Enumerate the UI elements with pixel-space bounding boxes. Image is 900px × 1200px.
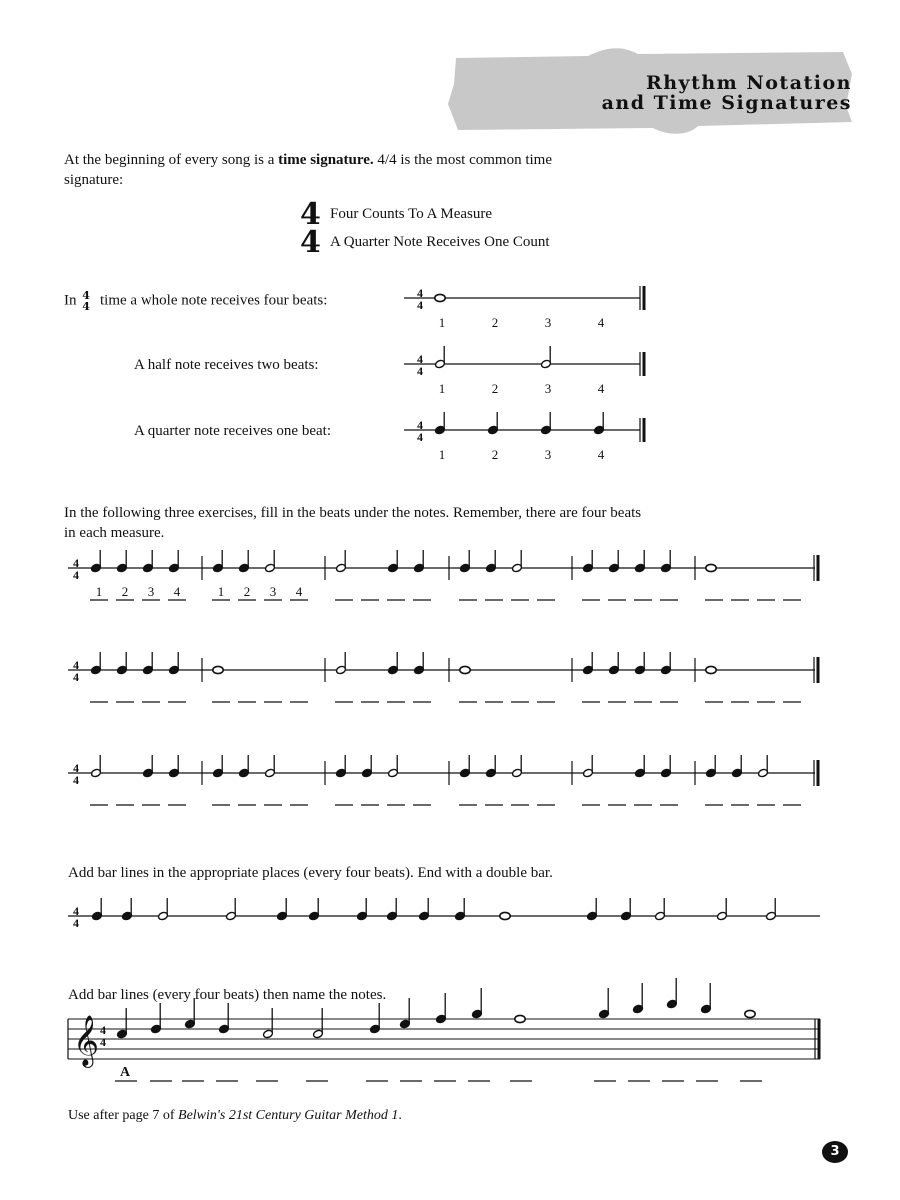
demo-line-3-beat-count: 2 (491, 447, 499, 462)
exercise1-filled-count: 3 (269, 584, 277, 599)
demo-line-3-beat-count: 1 (438, 447, 446, 462)
page-number-badge: 3 (822, 1141, 848, 1163)
demo-line-1-time-signature-bottom: 4 (417, 298, 423, 312)
demo-line-3-beat-count: 4 (597, 447, 605, 462)
demo-line-1-beat-count: 3 (544, 315, 552, 330)
exercise3-first-answer: A (119, 1065, 131, 1080)
demo-line-3-time-signature-bottom: 4 (417, 430, 423, 444)
exercise2-line-time-signature-bottom: 4 (73, 916, 79, 930)
treble-clef-icon: 𝄞 (72, 1015, 100, 1066)
time-signature-bottom-number: 4 (300, 225, 321, 260)
demo-line-2-time-signature-top: 4 (417, 352, 423, 366)
exercise1-filled-count: 2 (121, 584, 129, 599)
inline-ts-top: 4 (82, 289, 90, 302)
demo-line-2-beat-count: 2 (491, 381, 499, 396)
half-note-label: A half note receives two beats: (134, 357, 319, 373)
exercise1-filled-count: 1 (95, 584, 103, 599)
exercise1-filled-count: 3 (147, 584, 155, 599)
demo-line-2-beat-count: 3 (544, 381, 552, 396)
exercise3-staff-note-11-whole (515, 1015, 525, 1022)
demo-line-3-beat-count: 3 (544, 447, 552, 462)
inline-ts-bottom: 4 (82, 300, 90, 313)
demo-line-2-beat-count: 1 (438, 381, 446, 396)
exercise1-filled-count: 4 (295, 584, 303, 599)
demo-line-1-beat-count: 4 (597, 315, 605, 330)
page-title-line1: Rhythm Notation (645, 72, 852, 94)
exercise1-line-2-m4-note-1-whole (460, 666, 470, 673)
exercise1-filled-count: 4 (173, 584, 181, 599)
exercise1-line-1-m6-note-1-whole (706, 564, 716, 571)
whole-note-label-suffix: time a whole note receives four beats: (100, 292, 328, 309)
exercise1-line-2-time-signature-top: 4 (73, 658, 79, 672)
demo-line-2-beat-count: 4 (597, 381, 605, 396)
exercise1-line-1-time-signature-bottom: 4 (73, 568, 79, 582)
exercise1-line-2-time-signature-bottom: 4 (73, 670, 79, 684)
demo-line-1-beat-count: 1 (438, 315, 446, 330)
demo-line-1-note-1-whole (435, 294, 445, 301)
exercise1-filled-count: 2 (243, 584, 251, 599)
demo-line-2-time-signature-bottom: 4 (417, 364, 423, 378)
exercise3-staff-time-signature-bottom: 4 (100, 1035, 106, 1049)
exercise1-line-2-m6-note-1-whole (706, 666, 716, 673)
demo-line-1-beat-count: 2 (491, 315, 499, 330)
page-title-line2: and Time Signatures (601, 92, 852, 114)
exercise1-line-3-time-signature-bottom: 4 (73, 773, 79, 787)
footer-book-title: Belwin's 21st Century Guitar Method 1 (178, 1108, 399, 1123)
exercise2-instruction: Add bar lines in the appropriate places (every four beats). End with a double bar. (68, 865, 553, 881)
intro-bold-term: time signature. (278, 152, 374, 168)
footer-suffix: . (398, 1108, 402, 1123)
exercise1-filled-count: 1 (217, 584, 225, 599)
exercise1-line-3-time-signature-top: 4 (73, 761, 79, 775)
exercise3-staff-note-16-whole (745, 1010, 755, 1017)
quarter-note-label: A quarter note receives one beat: (134, 423, 331, 439)
intro-text-part2: 4/4 is the most common time signature: (64, 152, 552, 188)
exercise1-instruction: In the following three exercises, fill in the beats under the notes. Remember, there are four beats in each measure. (64, 505, 642, 541)
time-signature-top-number: 4 (300, 197, 321, 232)
demo-line-3-time-signature-top: 4 (417, 418, 423, 432)
exercise3-staff-time-signature-top: 4 (100, 1023, 106, 1037)
bottom-number-meaning: A Quarter Note Receives One Count (330, 234, 550, 250)
footer-prefix: Use after page 7 of (68, 1108, 179, 1123)
demo-line-1-time-signature-top: 4 (417, 286, 423, 300)
exercise1-line-2-m2-note-1-whole (213, 666, 223, 673)
exercise1-line-1-time-signature-top: 4 (73, 556, 79, 570)
exercise2-line-note-11-whole (500, 912, 510, 919)
top-number-meaning: Four Counts To A Measure (330, 206, 493, 222)
whole-note-label-prefix: In (64, 292, 77, 309)
exercise3-instruction: Add bar lines (every four beats) then name the notes. (68, 987, 387, 1003)
exercise2-line-time-signature-top: 4 (73, 904, 79, 918)
footer-note (68, 1108, 402, 1124)
intro-text-part1: At the beginning of every song is a (64, 152, 279, 168)
